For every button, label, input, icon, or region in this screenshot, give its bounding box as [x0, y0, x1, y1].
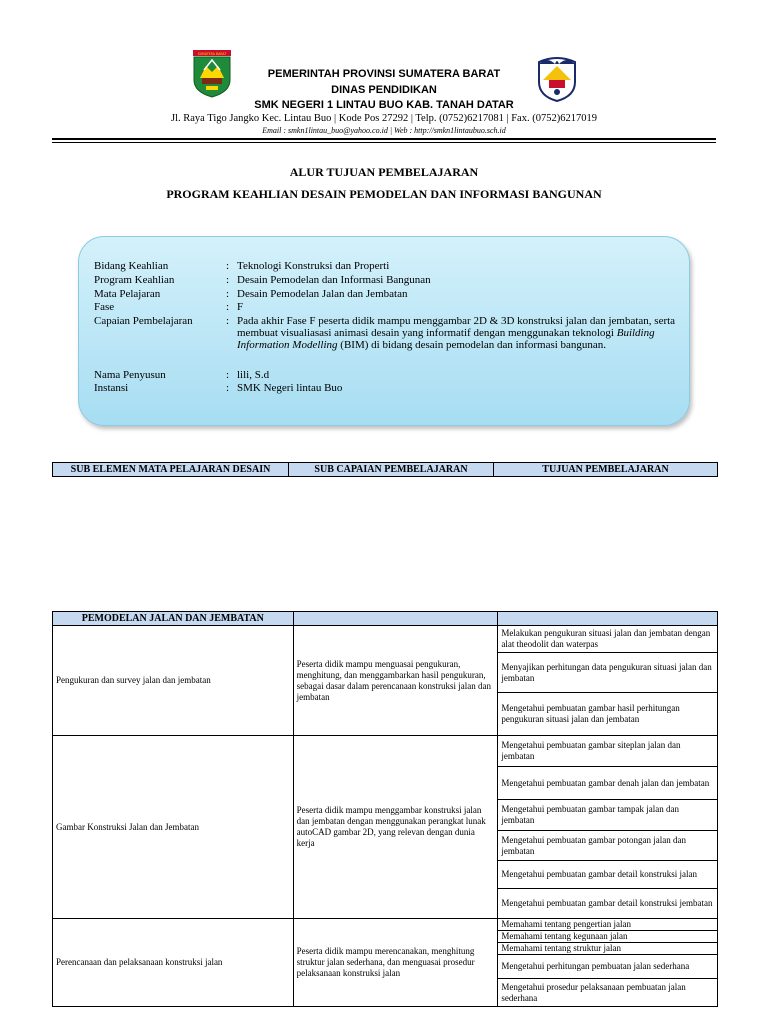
fase-label: Fase [94, 301, 115, 313]
bidang-value: Teknologi Konstruksi dan Properti [237, 260, 390, 272]
tujuan-cell: Memahami tentang pengertian jalan [498, 919, 718, 931]
colon: : [226, 315, 230, 327]
letterhead-divider [52, 138, 716, 140]
header-sub-capaian: SUB CAPAIAN PEMBELAJARAN [289, 463, 494, 477]
cp-value-part1: Pada akhir Fase F peserta didik mampu menggambar 2D & 3D konstruksi jalan dan jembatan, serta membuat visualiasasi animasi desain yang informatif dengan menggunakan teknologi [237, 315, 676, 339]
instansi-label: Instansi [94, 382, 129, 394]
tujuan-cell: Memahami tentang struktur jalan [498, 943, 718, 955]
element-cell: Gambar Konstruksi Jalan dan Jembatan [53, 736, 294, 919]
colon: : [226, 301, 230, 313]
cp-value-italic: Building Information Modelling [237, 327, 655, 351]
tujuan-cell: Mengetahui prosedur pelaksanaan pembuatan jalan sederhana [498, 979, 718, 1007]
header-tujuan: TUJUAN PEMBELAJARAN [494, 463, 718, 477]
table-row [53, 919, 718, 931]
section-empty-cell [293, 612, 498, 626]
document-title: ALUR TUJUAN PEMBELAJARAN [289, 165, 479, 179]
letterhead-divider-thin [52, 142, 716, 143]
tujuan-cell: Mengetahui perhitungan pembuatan jalan sederhana [498, 955, 718, 979]
tujuan-cell: Melakukan pengukuran situasi jalan dan jembatan dengan alat theodolit dan waterpas [498, 626, 718, 653]
capaian-cell: Peserta didik mampu menggambar konstruksi jalan dan jembatan dengan menggunakan perangkat lunak autoCAD gambar 2D, yang relevan dengan dunia kerja [293, 736, 498, 919]
program-value: Desain Pemodelan dan Informasi Bangunan [237, 274, 431, 286]
colon: : [226, 369, 230, 381]
colon: : [226, 288, 230, 300]
header-sub-elemen: SUB ELEMEN MATA PELAJARAN DESAIN [53, 463, 289, 477]
cp-value [237, 315, 677, 351]
mapel-label: Mata Pelajaran [94, 288, 161, 300]
element-cell: Perencanaan dan pelaksanaan konstruksi jalan [53, 919, 294, 1007]
penyusun-label: Nama Penyusun [94, 369, 166, 381]
penyusun-value: lili, S.d [237, 369, 270, 381]
element-cell: Pengukuran dan survey jalan dan jembatan [53, 626, 294, 736]
column-header-table [52, 462, 718, 477]
tujuan-cell: Mengetahui pembuatan gambar hasil perhitungan pengukuran situasi jalan dan jembatan [498, 693, 718, 736]
table-row [53, 626, 718, 653]
colon: : [226, 260, 230, 272]
bidang-label: Bidang Keahlian [94, 260, 169, 272]
department-name: DINAS PENDIDIKAN [331, 84, 437, 96]
document-subtitle: PROGRAM KEAHLIAN DESAIN PEMODELAN DAN INFORMASI BANGUNAN [166, 187, 602, 201]
cp-value-part2: (BIM) di bidang desain pemodelan dan informasi bangunan. [337, 339, 607, 351]
cp-label: Capaian Pembelajaran [94, 315, 193, 327]
fase-value: F [237, 301, 244, 313]
learning-objectives-table [52, 611, 718, 1007]
instansi-value: SMK Negeri lintau Buo [237, 382, 343, 394]
section-title: PEMODELAN JALAN DAN JEMBATAN [53, 612, 294, 626]
tujuan-cell: Menyajikan perhitungan data pengukuran situasi jalan dan jembatan [498, 653, 718, 693]
school-address: Jl. Raya Tigo Jangko Kec. Lintau Buo | Kode Pos 27292 | Telp. (0752)6217081 | Fax. (0752)6217019 [171, 113, 597, 124]
mapel-value: Desain Pemodelan Jalan dan Jembatan [237, 288, 408, 300]
capaian-cell: Peserta didik mampu merencanakan, menghitung struktur jalan sederhana, dan menguasai prosedur pelaksanaan konstruksi jalan [293, 919, 498, 1007]
tujuan-cell: Mengetahui pembuatan gambar detail konstruksi jembatan [498, 889, 718, 919]
tujuan-cell: Mengetahui pembuatan gambar denah jalan dan jembatan [498, 767, 718, 800]
capaian-cell: Peserta didik mampu menguasai pengukuran, menghitung, dan menggambarkan hasil pengukuran, sebagai dasar dalam perencanaan konstruksi jalan dan jembatan [293, 626, 498, 736]
tujuan-cell: Mengetahui pembuatan gambar siteplan jalan dan jembatan [498, 736, 718, 767]
table-row [53, 736, 718, 767]
tujuan-cell: Mengetahui pembuatan gambar detail konstruksi jalan [498, 861, 718, 889]
program-label: Program Keahlian [94, 274, 175, 286]
tujuan-cell: Mengetahui pembuatan gambar potongan jalan dan jembatan [498, 831, 718, 861]
colon: : [226, 382, 230, 394]
govt-name: PEMERINTAH PROVINSI SUMATERA BARAT [267, 68, 501, 80]
school-name: SMK NEGERI 1 LINTAU BUO KAB. TANAH DATAR [254, 99, 514, 111]
tujuan-cell: Memahami tentang kegunaan jalan [498, 931, 718, 943]
colon: : [226, 274, 230, 286]
svg-text:SUMATERA BARAT: SUMATERA BARAT [197, 52, 227, 56]
tujuan-cell: Mengetahui pembuatan gambar tampak jalan dan jembatan [498, 800, 718, 831]
section-empty-cell [498, 612, 718, 626]
school-contact: Email : smkn1lintau_buo@yahoo.co.id | Web : http://smkn1lintaubuo.sch.id [262, 126, 506, 135]
